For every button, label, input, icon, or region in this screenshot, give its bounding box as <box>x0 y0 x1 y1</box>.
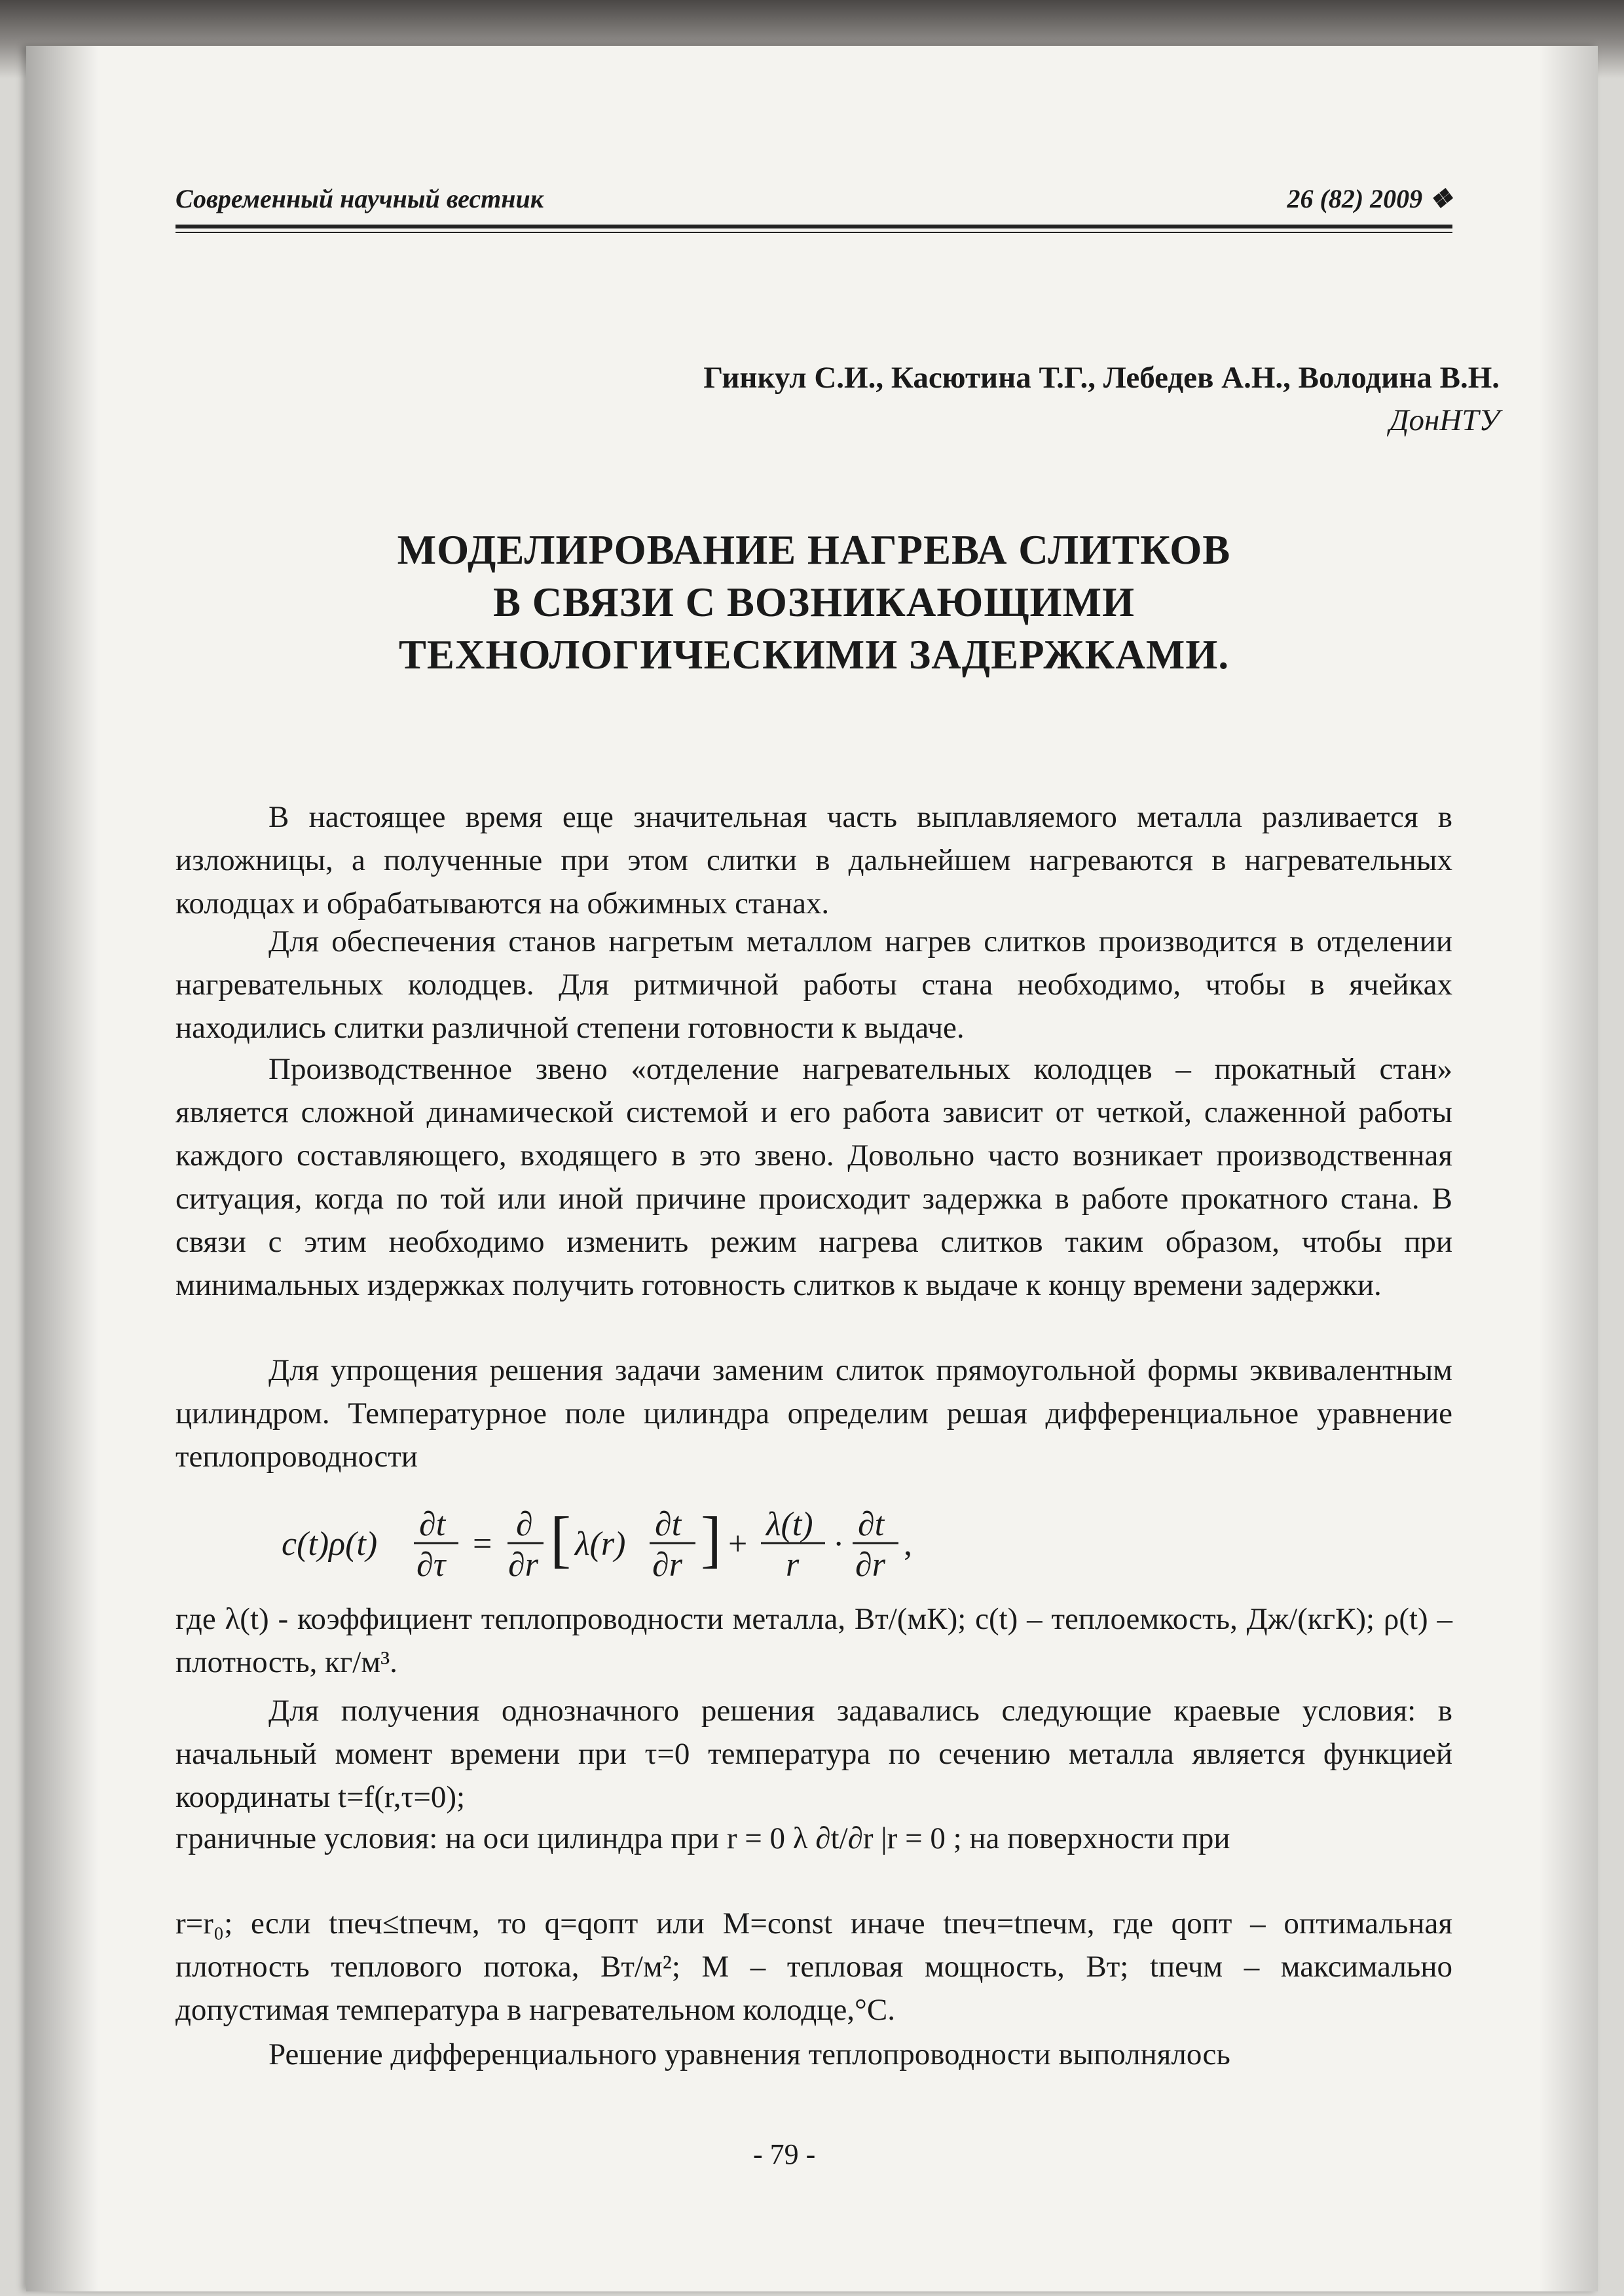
eq-den-r-1: ∂r <box>508 1546 538 1584</box>
eq-comma: , <box>904 1525 912 1563</box>
heat-equation <box>262 1503 1244 1588</box>
eq-lambda-t: λ(t) <box>766 1506 813 1543</box>
eq-r: r <box>786 1546 800 1584</box>
paragraph-3: Производственное звено «отделение нагревательных колодцев – прокатный стан» является сложной динамической системой и его работа зависит от четкой, слаженной работы каждого составляющего, входящего в это звено. Довольно часто возникает производственная ситуация, когда по той или иной причине происходит задержка в работе прокатного стана. В связи с этим необходимо изменить режим нагрева слитков таким образом, чтобы при минимальных издержках получить готовность слитков к выдаче к концу времени задержки. <box>175 1052 1452 1302</box>
paragraph-7: граничные условия: на оси цилиндра при r = 0 λ ∂t/∂r |r = 0 ; на поверхности при <box>175 1821 1230 1855</box>
paragraph-1: В настоящее время еще значительная часть выплавляемого металла разливается в изложницы, а полученные при этом слитки в дальнейшем нагреваются в нагревательных колодцах и обрабатываются на обжимных станах. <box>175 800 1452 920</box>
title-line-3: ТЕХНОЛОГИЧЕСКИМИ ЗАДЕРЖКАМИ. <box>398 632 1230 678</box>
eq-dot: · <box>833 1525 845 1563</box>
paragraph-9: Решение дифференциального уравнения теплопроводности выполнялось <box>268 2037 1230 2071</box>
running-header <box>175 170 1452 223</box>
paragraph-2: Для обеспечения станов нагретым металлом нагрев слитков производится в отделении нагревательных колодцев. Для ритмичной работы стана необходимо, чтобы в ячейках находились слитки различной степени готовности к выдаче. <box>175 924 1452 1045</box>
paragraph-6: Для получения однозначного решения задавались следующие краевые условия: в начальный момент времени при τ=0 температура по сечению металла является функцией координаты t=f(r,τ=0); <box>175 1694 1452 1814</box>
title-line-2: В СВЯЗИ С ВОЗНИКАЮЩИМИ <box>493 579 1135 625</box>
spine-shadow <box>26 46 98 2291</box>
eq-bracket-open: [ <box>550 1504 571 1574</box>
eq-lhs: c(t)ρ(t) <box>282 1525 378 1563</box>
eq-bracket-close: ] <box>701 1504 722 1574</box>
page-number: - 79 - <box>753 2138 816 2170</box>
paragraph-8: r=r₀; если tпеч≤tпечм, то q=qопт или M=const иначе tпеч=tпечм, где qопт – оптимальная плотность теплового потока, Вт/м²; M – тепловая мощность, Вт; tпечм – максимально допустимая температура в нагревательном колодце,°С. <box>175 1906 1452 2027</box>
eq-plus: + <box>728 1525 748 1563</box>
header-rule-thin <box>175 232 1452 233</box>
issue-number: 26 (82) 2009 ❖ <box>1287 184 1452 213</box>
eq-num-t-2: ∂t <box>655 1506 682 1543</box>
authors: Гинкул С.И., Касютина Т.Г., Лебедев А.Н., Володина В.Н. <box>703 361 1500 395</box>
title-line-1: МОДЕЛИРОВАНИЕ НАГРЕВА СЛИТКОВ <box>397 527 1231 573</box>
eq-den-r-2: ∂r <box>652 1546 682 1584</box>
article-title <box>175 524 1452 681</box>
edge-shadow <box>1539 46 1598 2291</box>
eq-den-tau: ∂τ <box>416 1546 446 1584</box>
eq-num-t-3: ∂t <box>858 1506 885 1543</box>
eq-equals: = <box>473 1525 492 1563</box>
affiliation: ДонНТУ <box>1389 403 1500 437</box>
eq-lambda-r: λ(r) <box>575 1525 626 1563</box>
eq-den-r-3: ∂r <box>855 1546 885 1584</box>
paragraph-4: Для упрощения решения задачи заменим слиток прямоугольной формы эквивалентным цилиндром. Температурное поле цилиндра определим решая дифференциальное уравнение теплопроводности <box>175 1353 1452 1474</box>
eq-num-t: ∂t <box>419 1506 446 1543</box>
eq-partial: ∂ <box>516 1506 533 1543</box>
header-rule-thick <box>175 225 1452 228</box>
heat-equation-svg <box>262 1503 1244 1588</box>
journal-name: Современный научный вестник <box>175 184 544 213</box>
paragraph-5: где λ(t) - коэффициент теплопроводности металла, Вт/(мК); c(t) – теплоемкость, Дж/(кгК); ρ(t) – плотность, кг/м³. <box>175 1602 1452 1679</box>
